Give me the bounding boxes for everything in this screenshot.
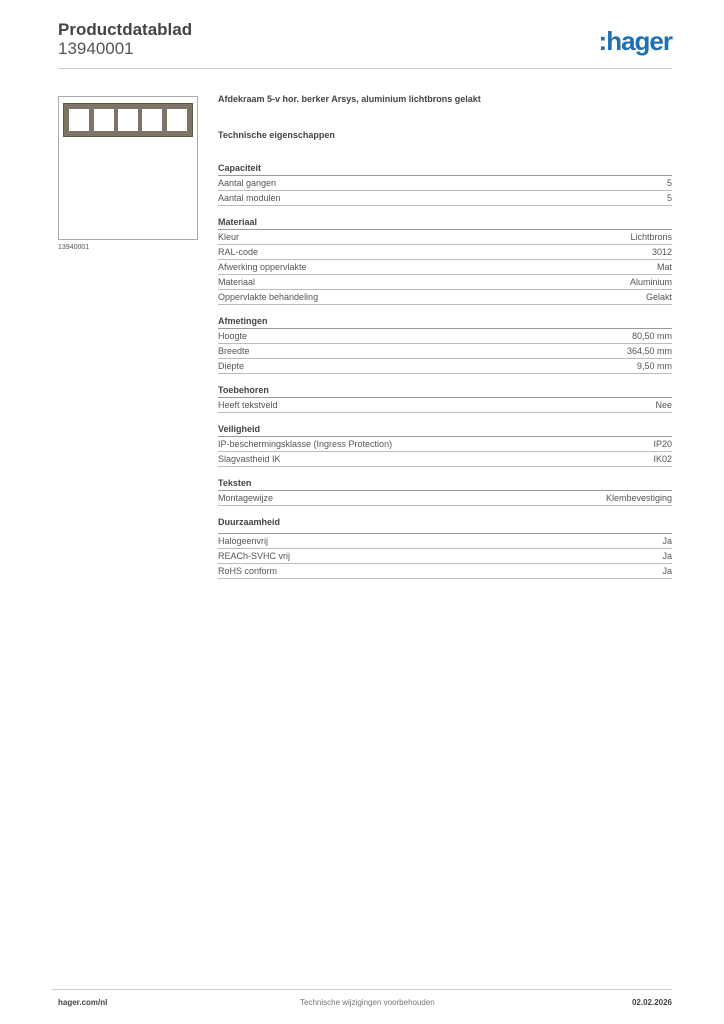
spec-section	[218, 476, 672, 506]
spec-label: Oppervlakte behandeling	[218, 292, 319, 302]
spec-section	[218, 383, 672, 413]
spec-row	[218, 329, 672, 344]
spec-row	[218, 344, 672, 359]
hager-logo: :hager	[598, 26, 672, 56]
spec-value: 5	[666, 193, 672, 203]
spec-row	[218, 549, 672, 564]
spec-table	[218, 94, 672, 588]
spec-value: 80,50 mm	[631, 331, 672, 341]
spec-row	[218, 534, 672, 549]
spec-label: Slagvastheid IK	[218, 454, 281, 464]
section-heading: Capaciteit	[218, 161, 672, 176]
spec-label: Montagewijze	[218, 493, 274, 503]
spec-value: 364,50 mm	[626, 346, 672, 356]
spec-value: Mat	[656, 262, 672, 272]
spec-label: Afwerking oppervlakte	[218, 262, 307, 272]
spec-value: Klembevestiging	[605, 493, 672, 503]
spec-section	[218, 161, 672, 206]
spec-value: 9,50 mm	[636, 361, 672, 371]
spec-value: IP20	[653, 439, 672, 449]
spec-row	[218, 230, 672, 245]
spec-value: 5	[666, 178, 672, 188]
spec-value: Ja	[662, 566, 672, 576]
frame-picture	[63, 103, 193, 137]
spec-label: Aantal gangen	[218, 178, 277, 188]
spec-label: Diepte	[218, 361, 245, 371]
spec-row	[218, 275, 672, 290]
spec-label: Aantal modulen	[218, 193, 281, 203]
product-number: 13940001	[58, 39, 134, 58]
spec-label: Heeft tekstveld	[218, 400, 278, 410]
spec-value: IK02	[653, 454, 672, 464]
spec-label: Halogeenvrij	[218, 536, 269, 546]
spec-value: Aluminium	[629, 277, 672, 287]
footer-divider	[52, 989, 672, 990]
footer-website[interactable]: hager.com/nl	[58, 998, 108, 1007]
spec-value: Nee	[655, 400, 672, 410]
spec-label: Hoogte	[218, 331, 248, 341]
spec-label: Breedte	[218, 346, 250, 356]
section-heading: Veiligheid	[218, 422, 672, 437]
spec-label: RAL-code	[218, 247, 259, 257]
spec-label: REACh-SVHC vrij	[218, 551, 291, 561]
header-divider	[58, 68, 672, 69]
spec-row	[218, 176, 672, 191]
image-caption: 13940001	[58, 244, 90, 251]
product-description: Afdekraam 5-v hor. berker Arsys, aluminium lichtbrons gelakt	[218, 94, 481, 104]
product-image	[58, 96, 198, 240]
spec-row	[218, 398, 672, 413]
spec-row	[218, 245, 672, 260]
page-title: Productdatablad	[58, 20, 193, 39]
spec-section	[218, 215, 672, 305]
spec-row	[218, 452, 672, 467]
section-heading: Afmetingen	[218, 314, 672, 329]
spec-section	[218, 422, 672, 467]
spec-value: Ja	[662, 551, 672, 561]
spec-label: RoHS conform	[218, 566, 278, 576]
spec-label: Kleur	[218, 232, 240, 242]
spec-row	[218, 290, 672, 305]
spec-row	[218, 437, 672, 452]
spec-value: 3012	[651, 247, 672, 257]
spec-section	[218, 515, 672, 579]
spec-label: IP-beschermingsklasse (Ingress Protection)	[218, 439, 393, 449]
spec-label: Materiaal	[218, 277, 256, 287]
section-heading: Toebehoren	[218, 383, 672, 398]
tech-heading: Technische eigenschappen	[218, 130, 335, 140]
spec-row	[218, 564, 672, 579]
section-heading: Materiaal	[218, 215, 672, 230]
spec-row	[218, 359, 672, 374]
spec-row	[218, 191, 672, 206]
spec-row	[218, 260, 672, 275]
spec-row	[218, 491, 672, 506]
spec-value: Ja	[662, 536, 672, 546]
spec-value: Lichtbrons	[630, 232, 672, 242]
spec-value: Gelakt	[645, 292, 672, 302]
spec-section	[218, 314, 672, 374]
footer-date: 02.02.2026	[631, 998, 672, 1007]
section-heading: Teksten	[218, 476, 672, 491]
section-heading: Duurzaamheid	[218, 515, 672, 534]
footer-notice: Technische wijzigingen voorbehouden	[300, 998, 435, 1007]
